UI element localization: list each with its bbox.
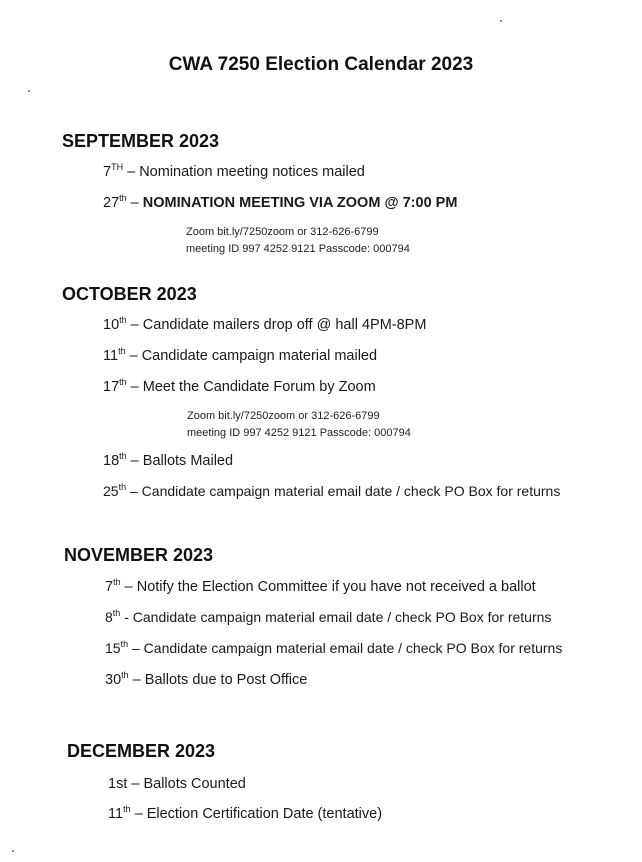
calendar-entry [105,640,562,656]
month-heading: OCTOBER 2023 [62,284,197,304]
zoom-info-line: meeting ID 997 4252 9121 Passcode: 000794 [187,427,411,439]
month-heading: DECEMBER 2023 [67,741,216,761]
entry-dash: – [126,379,143,395]
entry-day-suffix: th [118,346,126,356]
entry-text: Meet the Candidate Forum by Zoom [142,379,376,395]
entry-day-suffix: th [119,451,127,461]
entry-text: Candidate campaign material email date / check PO Box for returns [141,483,561,499]
calendar-entry [108,776,246,792]
scan-speck [28,90,30,92]
entry-day-suffix: th [113,577,121,587]
entry-text: Nomination meeting notices mailed [139,164,365,180]
entry-text: Candidate campaign material email date / check PO Box for returns [143,640,563,656]
entry-dash: – [126,453,143,469]
entry-dash: - [120,609,133,625]
entry-text: Candidate campaign material mailed [141,348,378,364]
entry-day: 10 [103,317,120,333]
month-heading: SEPTEMBER 2023 [62,131,220,151]
scan-speck [12,850,14,852]
entry-dash: – [120,579,137,595]
calendar-entry [103,164,365,180]
entry-dash: – [125,348,142,364]
entry-day: 25 [103,483,119,499]
entry-day: 7 [103,164,112,180]
entry-day: 1st [108,776,128,792]
entry-day: 7 [105,579,114,595]
entry-day-suffix: th [123,804,131,814]
calendar-entry [103,195,457,211]
entry-day-suffix: th [119,377,127,387]
calendar-entry [103,317,426,333]
entry-day-suffix: TH [111,162,124,172]
calendar-entry [105,672,307,688]
entry-day-suffix: th [121,670,129,680]
entry-day-suffix: th [120,639,129,649]
entry-day-suffix: th [112,608,121,618]
entry-text: Election Certification Date (tentative) [146,806,383,822]
entry-dash: – [126,195,143,211]
entry-text: Notify the Election Committee if you have not received a ballot [136,579,536,595]
entry-day: 8 [105,609,113,625]
entry-day: 18 [103,453,120,469]
calendar-entry [105,609,551,625]
zoom-info-line: meeting ID 997 4252 9121 Passcode: 000794 [186,243,410,255]
month-heading: NOVEMBER 2023 [64,545,214,565]
calendar-entry [103,348,377,364]
entry-day-suffix: th [118,482,127,492]
page-title: CWA 7250 Election Calendar 2023 [168,54,474,75]
entry-text: Candidate campaign material email date / check PO Box for returns [132,609,552,625]
calendar-entry [108,806,382,822]
entry-day-suffix: th [119,315,127,325]
entry-day-suffix: th [119,193,127,203]
entry-day: 11 [108,806,124,822]
entry-dash: – [126,483,142,499]
entry-dash: – [123,164,140,180]
entry-text: NOMINATION MEETING VIA ZOOM @ 7:00 PM [142,195,458,211]
entry-dash: – [128,640,144,656]
entry-dash: – [126,317,143,333]
calendar-entry [103,483,560,499]
entry-text: Ballots due to Post Office [144,672,308,688]
entry-text: Candidate mailers drop off @ hall 4PM-8PM [142,317,427,333]
scan-speck [500,20,502,22]
entry-text: Ballots Mailed [142,453,234,469]
calendar-entry [103,379,376,395]
zoom-info-line: Zoom bit.ly/7250zoom or 312-626-6799 [187,410,380,422]
entry-dash: – [130,806,147,822]
entry-dash: – [127,776,144,792]
entry-day: 30 [105,672,122,688]
entry-day: 15 [105,640,121,656]
entry-day: 17 [103,379,120,395]
entry-day: 11 [103,348,119,364]
calendar-entry [103,453,233,469]
entry-day: 27 [103,195,120,211]
calendar-entry [105,579,536,595]
zoom-info-line: Zoom bit.ly/7250zoom or 312-626-6799 [186,226,379,238]
entry-dash: – [128,672,145,688]
entry-text: Ballots Counted [143,776,246,792]
